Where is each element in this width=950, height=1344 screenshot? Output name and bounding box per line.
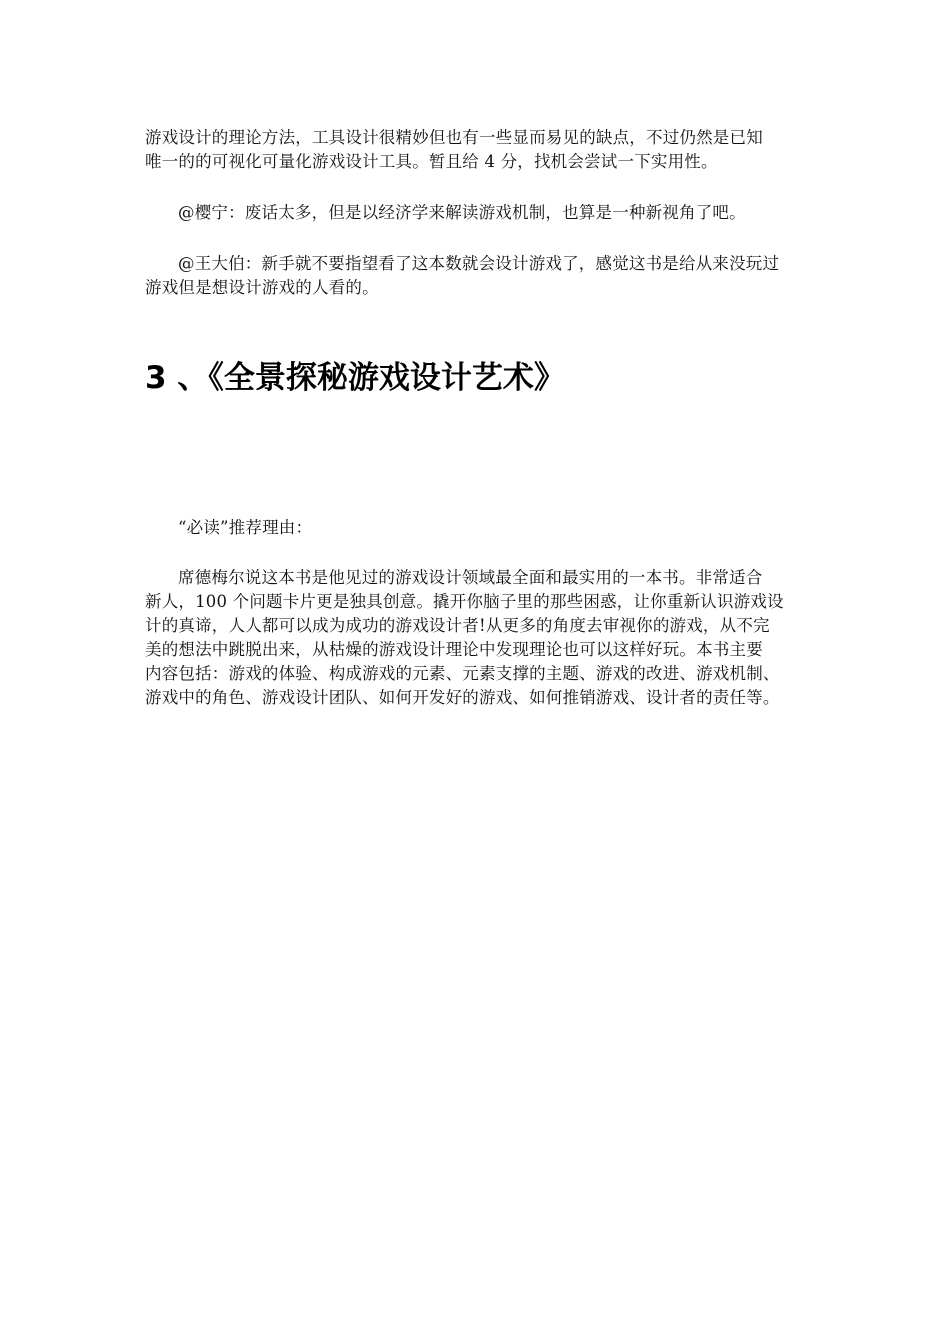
recommend-paragraph-line-3: 计的真谛，人人都可以成为成功的游戏设计者!从更多的角度去审视你的游戏，从不完: [145, 616, 770, 635]
intro-paragraph-line-2: 唯一的的可视化可量化游戏设计工具。暂且给 4 分，找机会尝试一下实用性。: [145, 152, 718, 171]
recommend-paragraph-line-6: 游戏中的角色、游戏设计团队、如何开发好的游戏、如何推销游戏、设计者的责任等。: [145, 688, 780, 707]
intro-paragraph-line-1: 游戏设计的理论方法，工具设计很精妙但也有一些显而易见的缺点，不过仍然是已知: [145, 128, 763, 147]
comment-wangdabo-line-2: 游戏但是想设计游戏的人看的。: [145, 278, 379, 297]
recommend-label: “必读”推荐理由：: [178, 518, 313, 537]
section-heading: 3 、《全景探秘游戏设计艺术》: [145, 360, 565, 396]
recommend-paragraph-line-1: 席德梅尔说这本书是他见过的游戏设计领域最全面和最实用的一本书。非常适合: [178, 568, 763, 587]
recommend-paragraph-line-2: 新人，100 个问题卡片更是独具创意。撬开你脑子里的那些困惑，让你重新认识游戏设: [145, 592, 784, 611]
recommend-paragraph-line-4: 美的想法中跳脱出来，从枯燥的游戏设计理论中发现理论也可以这样好玩。本书主要: [145, 640, 763, 659]
recommend-paragraph-line-5: 内容包括：游戏的体验、构成游戏的元素、元素支撑的主题、游戏的改进、游戏机制、: [145, 664, 780, 683]
comment-wangdabo-line-1: @王大伯：新手就不要指望看了这本数就会设计游戏了，感觉这书是给从来没玩过: [178, 254, 780, 273]
comment-yingning: @樱宁：废话太多，但是以经济学来解读游戏机制，也算是一种新视角了吧。: [178, 203, 746, 222]
